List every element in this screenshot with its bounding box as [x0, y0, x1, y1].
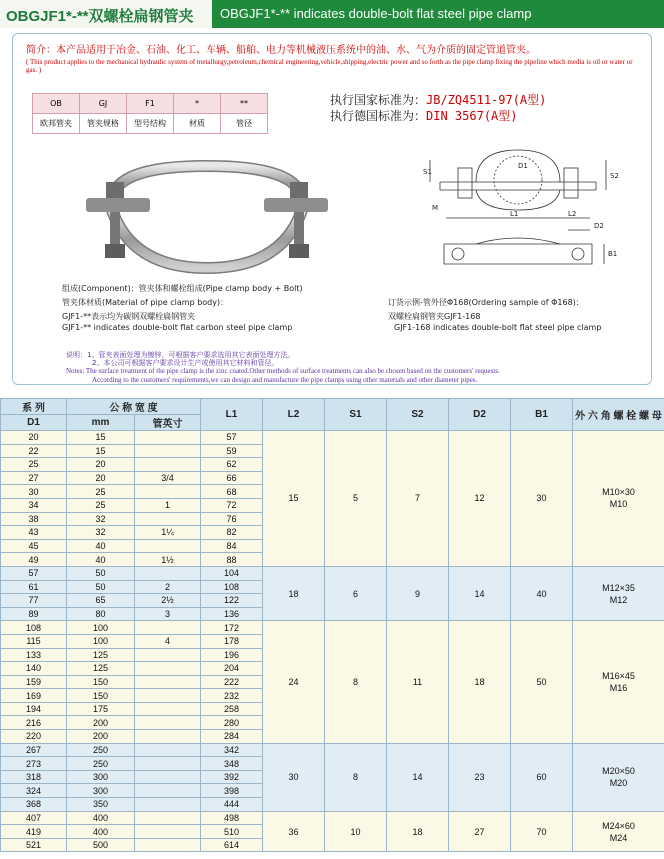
label-d2: D2 — [594, 222, 604, 230]
cell-d2: 23 — [449, 743, 511, 811]
cell-mm: 32 — [67, 526, 135, 540]
cell-mm: 40 — [67, 553, 135, 567]
cell-inch — [135, 539, 201, 553]
nut-size: M16×45 — [602, 670, 635, 681]
cell-inch — [135, 648, 201, 662]
cell-inch — [135, 444, 201, 458]
nut-size: M12×35 — [602, 582, 635, 593]
header-s2: S2 — [387, 399, 449, 431]
cell-d1: 368 — [1, 798, 67, 812]
note-cn1: 说明：1、管夹表面处理为镀锌，可根据客户要求选用其它表面处理方法。 — [66, 351, 295, 359]
cell-inch — [135, 770, 201, 784]
cell-s1: 8 — [325, 743, 387, 811]
table-row — [1, 621, 664, 635]
cell-l2: 30 — [263, 743, 325, 811]
header-l2: L2 — [263, 399, 325, 431]
cell-d1: 77 — [1, 594, 67, 608]
cell-d1: 61 — [1, 580, 67, 594]
cell-mm: 80 — [67, 607, 135, 621]
cell-l1: 122 — [201, 594, 263, 608]
cell-l1: 108 — [201, 580, 263, 594]
cell-inch — [135, 485, 201, 499]
cell-l1: 66 — [201, 471, 263, 485]
german-standard-label: 执行德国标准为： — [330, 109, 427, 123]
cell-s1: 6 — [325, 566, 387, 620]
nut-thread: M16 — [609, 682, 628, 693]
order-line3: GJF1-168 indicates double-bolt flat steel pipe clamp — [394, 323, 602, 332]
code-cell: ** — [221, 94, 268, 114]
header-nut: 外 六 角 螺 栓 螺 母 — [573, 399, 664, 431]
cell-inch: 2½ — [135, 594, 201, 608]
cell-inch — [135, 512, 201, 526]
code-cell: GJ — [80, 94, 127, 114]
cell-mm: 300 — [67, 770, 135, 784]
label-l2: L2 — [568, 210, 577, 218]
cell-inch: 2 — [135, 580, 201, 594]
cell-l1: 72 — [201, 498, 263, 512]
cell-l1: 614 — [201, 838, 263, 852]
nut-thread: M24 — [609, 832, 628, 843]
cell-inch — [135, 784, 201, 798]
german-standard — [330, 107, 518, 124]
cell-d1: 169 — [1, 689, 67, 703]
cell-inch — [135, 757, 201, 771]
cell-d1: 20 — [1, 431, 67, 445]
code-meaning: 管夹规格 — [80, 114, 127, 134]
header-l1: L1 — [201, 399, 263, 431]
cell-l1: 510 — [201, 825, 263, 839]
cell-inch — [135, 458, 201, 472]
cell-l1: 392 — [201, 770, 263, 784]
cell-d1: 159 — [1, 675, 67, 689]
cell-s1: 8 — [325, 621, 387, 743]
cell-d1: 38 — [1, 512, 67, 526]
cell-b1: 50 — [511, 621, 573, 743]
cell-s2: 11 — [387, 621, 449, 743]
header-nominal: 公 称 宽 度 — [67, 399, 201, 415]
cell-d1: 140 — [1, 662, 67, 676]
header-s1: S1 — [325, 399, 387, 431]
nut-thread: M12 — [609, 594, 628, 605]
cell-inch — [135, 798, 201, 812]
cell-mm: 500 — [67, 838, 135, 852]
cell-d1: 49 — [1, 553, 67, 567]
cell-d2: 18 — [449, 621, 511, 743]
cell-l1: 342 — [201, 743, 263, 757]
header-b1: B1 — [511, 399, 573, 431]
component-text: 组成(Component)：管夹体和螺栓组成(Pipe clamp body + Bolt) — [62, 284, 303, 293]
code-meaning: 型号结构 — [127, 114, 174, 134]
table-row — [1, 566, 664, 580]
cell-inch: 1¼ — [135, 526, 201, 540]
cell-l2: 15 — [263, 431, 325, 567]
cell-s1: 5 — [325, 431, 387, 567]
cell-l1: 82 — [201, 526, 263, 540]
cell-mm: 175 — [67, 702, 135, 716]
cell-mm: 125 — [67, 662, 135, 676]
cell-mm: 250 — [67, 757, 135, 771]
code-meaning: 材质 — [174, 114, 221, 134]
cell-mm: 50 — [67, 580, 135, 594]
cell-inch — [135, 743, 201, 757]
title-en: OBGJF1*-** indicates double-bolt flat steel pipe clamp — [212, 0, 664, 28]
cell-l1: 172 — [201, 621, 263, 635]
code-cell: OB — [33, 94, 80, 114]
material-line2: GJF1-**表示均为碳钢双螺栓扁钢管夹 — [62, 312, 196, 321]
code-table — [32, 93, 268, 134]
cell-l2: 18 — [263, 566, 325, 620]
cell-b1: 40 — [511, 566, 573, 620]
cell-mm: 200 — [67, 730, 135, 744]
cell-l2: 36 — [263, 811, 325, 852]
cell-l1: 88 — [201, 553, 263, 567]
code-cell: F1 — [127, 94, 174, 114]
cell-l1: 258 — [201, 702, 263, 716]
cell-mm: 15 — [67, 444, 135, 458]
cell-l1: 68 — [201, 485, 263, 499]
cell-l1: 398 — [201, 784, 263, 798]
table-row — [1, 431, 664, 445]
label-d1: D1 — [518, 162, 528, 170]
cell-d1: 25 — [1, 458, 67, 472]
cell-inch — [135, 811, 201, 825]
cell-mm: 65 — [67, 594, 135, 608]
code-cell: * — [174, 94, 221, 114]
cell-l1: 284 — [201, 730, 263, 744]
code-meaning: 管径 — [221, 114, 268, 134]
cell-d2: 27 — [449, 811, 511, 852]
cell-l1: 178 — [201, 634, 263, 648]
cell-mm: 25 — [67, 485, 135, 499]
cell-inch: 1½ — [135, 553, 201, 567]
cell-inch — [135, 431, 201, 445]
cell-d1: 407 — [1, 811, 67, 825]
pipe-clamp-photo — [72, 160, 342, 278]
nut-size: M10×30 — [602, 487, 635, 498]
cell-d1: 22 — [1, 444, 67, 458]
cell-d1: 521 — [1, 838, 67, 852]
cell-l1: 59 — [201, 444, 263, 458]
cell-s2: 9 — [387, 566, 449, 620]
cell-s2: 18 — [387, 811, 449, 852]
cell-d2: 12 — [449, 431, 511, 567]
cell-l1: 444 — [201, 798, 263, 812]
note-en2: According to the customers' requirements,we can design and manufacture the pipe clamps using other materials and other diameter pipes. — [92, 376, 478, 384]
header-series-sub: D1 — [1, 415, 67, 431]
note-en1: Notes: The surface treatment of the pipe clamp is the zinc coated.Other methods of surface treatments can also be chosen based on the customers' requests. — [66, 367, 500, 375]
cell-l1: 222 — [201, 675, 263, 689]
label-l1: L1 — [510, 210, 519, 218]
cell-inch: 1 — [135, 498, 201, 512]
national-standard-label: 执行国家标准为： — [330, 93, 427, 107]
cell-mm: 50 — [67, 566, 135, 580]
cell-d1: 34 — [1, 498, 67, 512]
cell-l1: 204 — [201, 662, 263, 676]
cell-mm: 150 — [67, 689, 135, 703]
cell-l1: 136 — [201, 607, 263, 621]
cell-nut — [573, 431, 664, 567]
cell-d1: 273 — [1, 757, 67, 771]
cell-mm: 100 — [67, 621, 135, 635]
cell-d1: 57 — [1, 566, 67, 580]
code-meaning: 欧邦管夹 — [33, 114, 80, 134]
cell-inch: 3/4 — [135, 471, 201, 485]
nut-thread: M10 — [609, 499, 628, 510]
cell-mm: 300 — [67, 784, 135, 798]
national-standard — [330, 91, 546, 108]
cell-b1: 30 — [511, 431, 573, 567]
cell-l1: 57 — [201, 431, 263, 445]
cell-l1: 104 — [201, 566, 263, 580]
cell-d1: 220 — [1, 730, 67, 744]
cell-mm: 32 — [67, 512, 135, 526]
cell-inch — [135, 675, 201, 689]
cell-d1: 419 — [1, 825, 67, 839]
cell-inch — [135, 662, 201, 676]
cell-mm: 200 — [67, 716, 135, 730]
cell-d1: 115 — [1, 634, 67, 648]
cell-d1: 194 — [1, 702, 67, 716]
cell-inch — [135, 730, 201, 744]
technical-drawing — [418, 138, 628, 283]
order-line2: 双螺栓扁钢管夹GJF1-168 — [388, 312, 481, 321]
cell-l1: 196 — [201, 648, 263, 662]
table-row — [1, 743, 664, 757]
cell-l1: 348 — [201, 757, 263, 771]
cell-nut — [573, 811, 664, 852]
cell-mm: 20 — [67, 458, 135, 472]
cell-d1: 27 — [1, 471, 67, 485]
cell-l1: 498 — [201, 811, 263, 825]
nut-thread: M20 — [609, 778, 628, 789]
cell-d1: 108 — [1, 621, 67, 635]
cell-mm: 250 — [67, 743, 135, 757]
cell-s1: 10 — [325, 811, 387, 852]
cell-mm: 400 — [67, 811, 135, 825]
label-m: M — [432, 204, 439, 212]
cell-mm: 20 — [67, 471, 135, 485]
header-series: 系 列 — [1, 399, 67, 415]
table-row — [1, 811, 664, 825]
cell-inch — [135, 825, 201, 839]
cell-s2: 14 — [387, 743, 449, 811]
cell-mm: 40 — [67, 539, 135, 553]
cell-d1: 267 — [1, 743, 67, 757]
cell-inch — [135, 716, 201, 730]
cell-inch — [135, 689, 201, 703]
cell-inch: 3 — [135, 607, 201, 621]
german-standard-value: DIN 3567(A型) — [426, 109, 518, 123]
label-b1: B1 — [608, 250, 618, 258]
cell-mm: 125 — [67, 648, 135, 662]
cell-d1: 324 — [1, 784, 67, 798]
cell-inch — [135, 621, 201, 635]
cell-d1: 216 — [1, 716, 67, 730]
cell-mm: 25 — [67, 498, 135, 512]
cell-nut — [573, 566, 664, 620]
cell-mm: 100 — [67, 634, 135, 648]
cell-nut — [573, 621, 664, 743]
title-cn: OBGJF1*-**双螺栓扁钢管夹 — [0, 0, 212, 28]
cell-l1: 62 — [201, 458, 263, 472]
cell-l1: 280 — [201, 716, 263, 730]
cell-l2: 24 — [263, 621, 325, 743]
cell-inch: 4 — [135, 634, 201, 648]
cell-mm: 15 — [67, 431, 135, 445]
national-standard-value: JB/ZQ4511-97(A型) — [426, 93, 547, 107]
cell-d1: 30 — [1, 485, 67, 499]
cell-s2: 7 — [387, 431, 449, 567]
cell-nut — [573, 743, 664, 811]
label-s2: S2 — [610, 172, 619, 180]
cell-d1: 133 — [1, 648, 67, 662]
cell-d1: 43 — [1, 526, 67, 540]
intro-en: ( This product applies to the mechanical hydraulic system of metallurgy,petroleum,chemical engineering,vehicle,shipping,electric power and so forth as the pipe clamp fixing the pipeline which media is oil or water or gas. ) — [26, 58, 633, 74]
spec-table — [0, 398, 664, 852]
cell-d1: 318 — [1, 770, 67, 784]
material-line1: 管夹体材质(Material of pipe clamp body)： — [62, 298, 229, 307]
cell-b1: 70 — [511, 811, 573, 852]
nut-size: M20×50 — [602, 766, 635, 777]
material-line3: GJF1-** indicates double-bolt flat carbon steel pipe clamp — [62, 323, 293, 332]
cell-inch — [135, 838, 201, 852]
cell-l1: 84 — [201, 539, 263, 553]
intro-cn: 简介：本产品适用于冶金、石油、化工、车辆、船舶、电力等机械液压系统中的油、水、气为介质的固定管道管夹。 — [26, 45, 536, 56]
cell-mm: 150 — [67, 675, 135, 689]
order-line1: 订货示例-管外径Φ168(Ordering sample of Φ168)： — [388, 298, 584, 307]
cell-d2: 14 — [449, 566, 511, 620]
cell-d1: 89 — [1, 607, 67, 621]
header-inch: 管英寸 — [135, 415, 201, 431]
label-s1: S1 — [423, 168, 432, 176]
note-cn2: 2、本公司可根据客户要求设计生产或使用其它材料和管径。 — [92, 359, 279, 367]
cell-mm: 350 — [67, 798, 135, 812]
header-d2: D2 — [449, 399, 511, 431]
cell-inch — [135, 702, 201, 716]
header-mm: mm — [67, 415, 135, 431]
page-header — [0, 0, 664, 28]
cell-l1: 76 — [201, 512, 263, 526]
nut-size: M24×60 — [602, 820, 635, 831]
cell-l1: 232 — [201, 689, 263, 703]
cell-b1: 60 — [511, 743, 573, 811]
cell-inch — [135, 566, 201, 580]
cell-d1: 45 — [1, 539, 67, 553]
cell-mm: 400 — [67, 825, 135, 839]
